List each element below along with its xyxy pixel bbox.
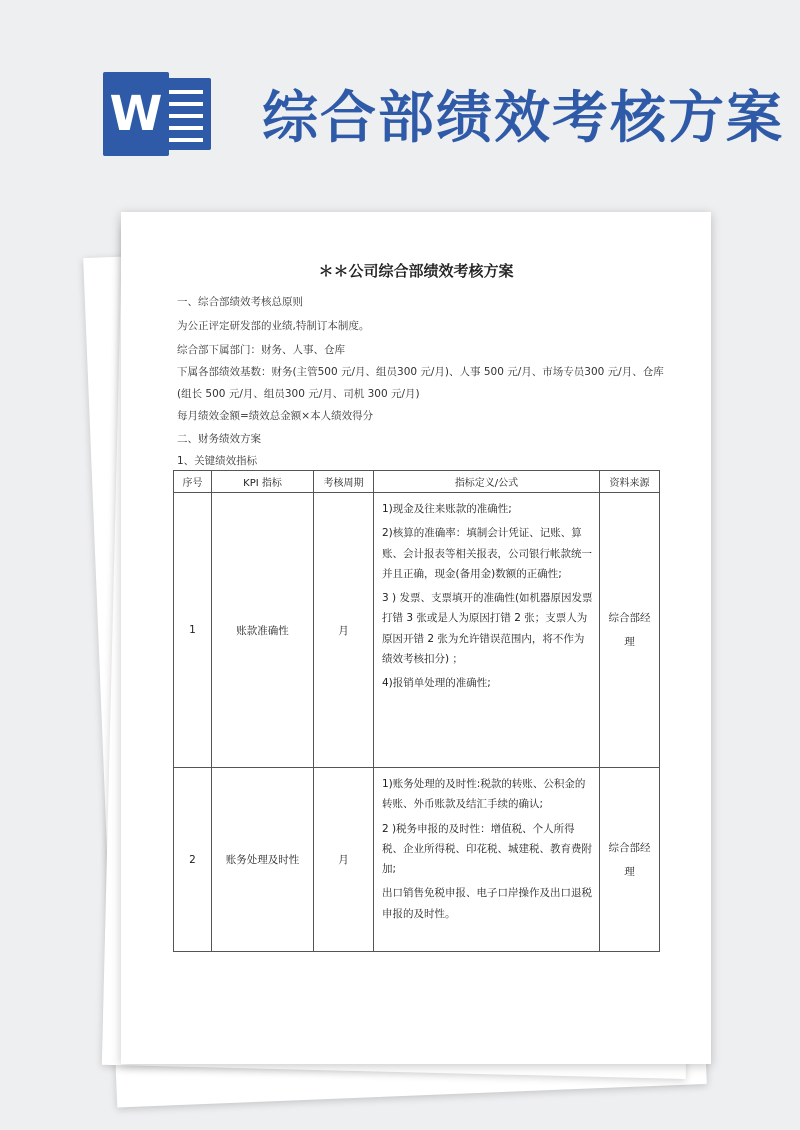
data-source-line: 综合部经 (608, 841, 651, 854)
definition-item: 2)核算的准确率：填制会计凭证、记账、算账、会计报表等相关报表，公司银行帐款统一并且正确，现金(备用金)数额的正确性; (382, 527, 592, 580)
banner (0, 0, 800, 200)
word-icon (103, 72, 211, 158)
definition-item: 1)账务处理的及时性:税款的转账、公积金的转账、外币账款及结汇手续的确认; (382, 778, 586, 811)
definition-item: 出口销售免税申报、电子口岸操作及出口退税申报的及时性。 (382, 887, 592, 920)
table-row (174, 768, 660, 952)
table-row (174, 493, 660, 768)
definition-item: 2 )税务申报的及时性：增值税、个人所得税、企业所得税、印花税、城建税、教育费附加; (382, 822, 592, 876)
header-cell: 指标定义/公式 (374, 471, 600, 493)
table-header-row (174, 471, 660, 493)
review-period: 月 (314, 768, 374, 952)
paragraph: 为公正评定研发部的业绩,特制订本制度。 (177, 320, 370, 332)
document-page (121, 212, 711, 1064)
kpi-definition (374, 768, 600, 952)
header-cell: 序号 (174, 471, 212, 493)
data-source (600, 493, 660, 768)
paragraph: (组长 500 元/月、组员300 元/月、司机 300 元/月) (177, 388, 420, 400)
kpi-definition (374, 493, 600, 768)
document-title: ＊＊公司综合部绩效考核方案 (318, 262, 514, 280)
review-period: 月 (314, 493, 374, 768)
word-letter-tile: W (103, 72, 169, 156)
definition-item: 4)报销单处理的准确性; (382, 677, 491, 690)
banner-title: 综合部绩效考核方案 (262, 85, 784, 151)
section-heading: 二、财务绩效方案 (177, 433, 261, 445)
data-source-line: 理 (624, 636, 635, 648)
paragraph: 综合部下属部门：财务、人事、仓库 (177, 344, 345, 356)
data-source (600, 768, 660, 952)
kpi-name: 账务处理及时性 (212, 768, 314, 952)
kpi-name: 账款准确性 (212, 493, 314, 768)
row-number: 2 (174, 768, 212, 952)
header-cell: 资料来源 (600, 471, 660, 493)
paragraph: 每月绩效金额=绩效总金额×本人绩效得分 (177, 410, 374, 422)
subsection-heading: 1、关键绩效指标 (177, 455, 258, 467)
data-source-line: 综合部经 (608, 612, 651, 624)
header-cell: KPI 指标 (212, 471, 314, 493)
row-number: 1 (174, 493, 212, 768)
definition-item: 3 ) 发票、支票填开的准确性(如机器原因发票打错 3 张或是人为原因打错 2 张；支票人为原因开错 2 张为允许错误范围内，将不作为绩效考核扣分) ； (382, 592, 593, 666)
definition-item: 1)现金及往来账款的准确性; (382, 503, 512, 515)
kpi-table (173, 470, 660, 952)
data-source-line: 理 (624, 865, 635, 878)
header-cell: 考核周期 (314, 471, 374, 493)
paragraph: 下属各部绩效基数：财务(主管500 元/月、组员300 元/月)、人事 500 元/月、市场专员300 元/月、仓库 (177, 366, 664, 378)
section-heading: 一、综合部绩效考核总原则 (177, 296, 303, 308)
